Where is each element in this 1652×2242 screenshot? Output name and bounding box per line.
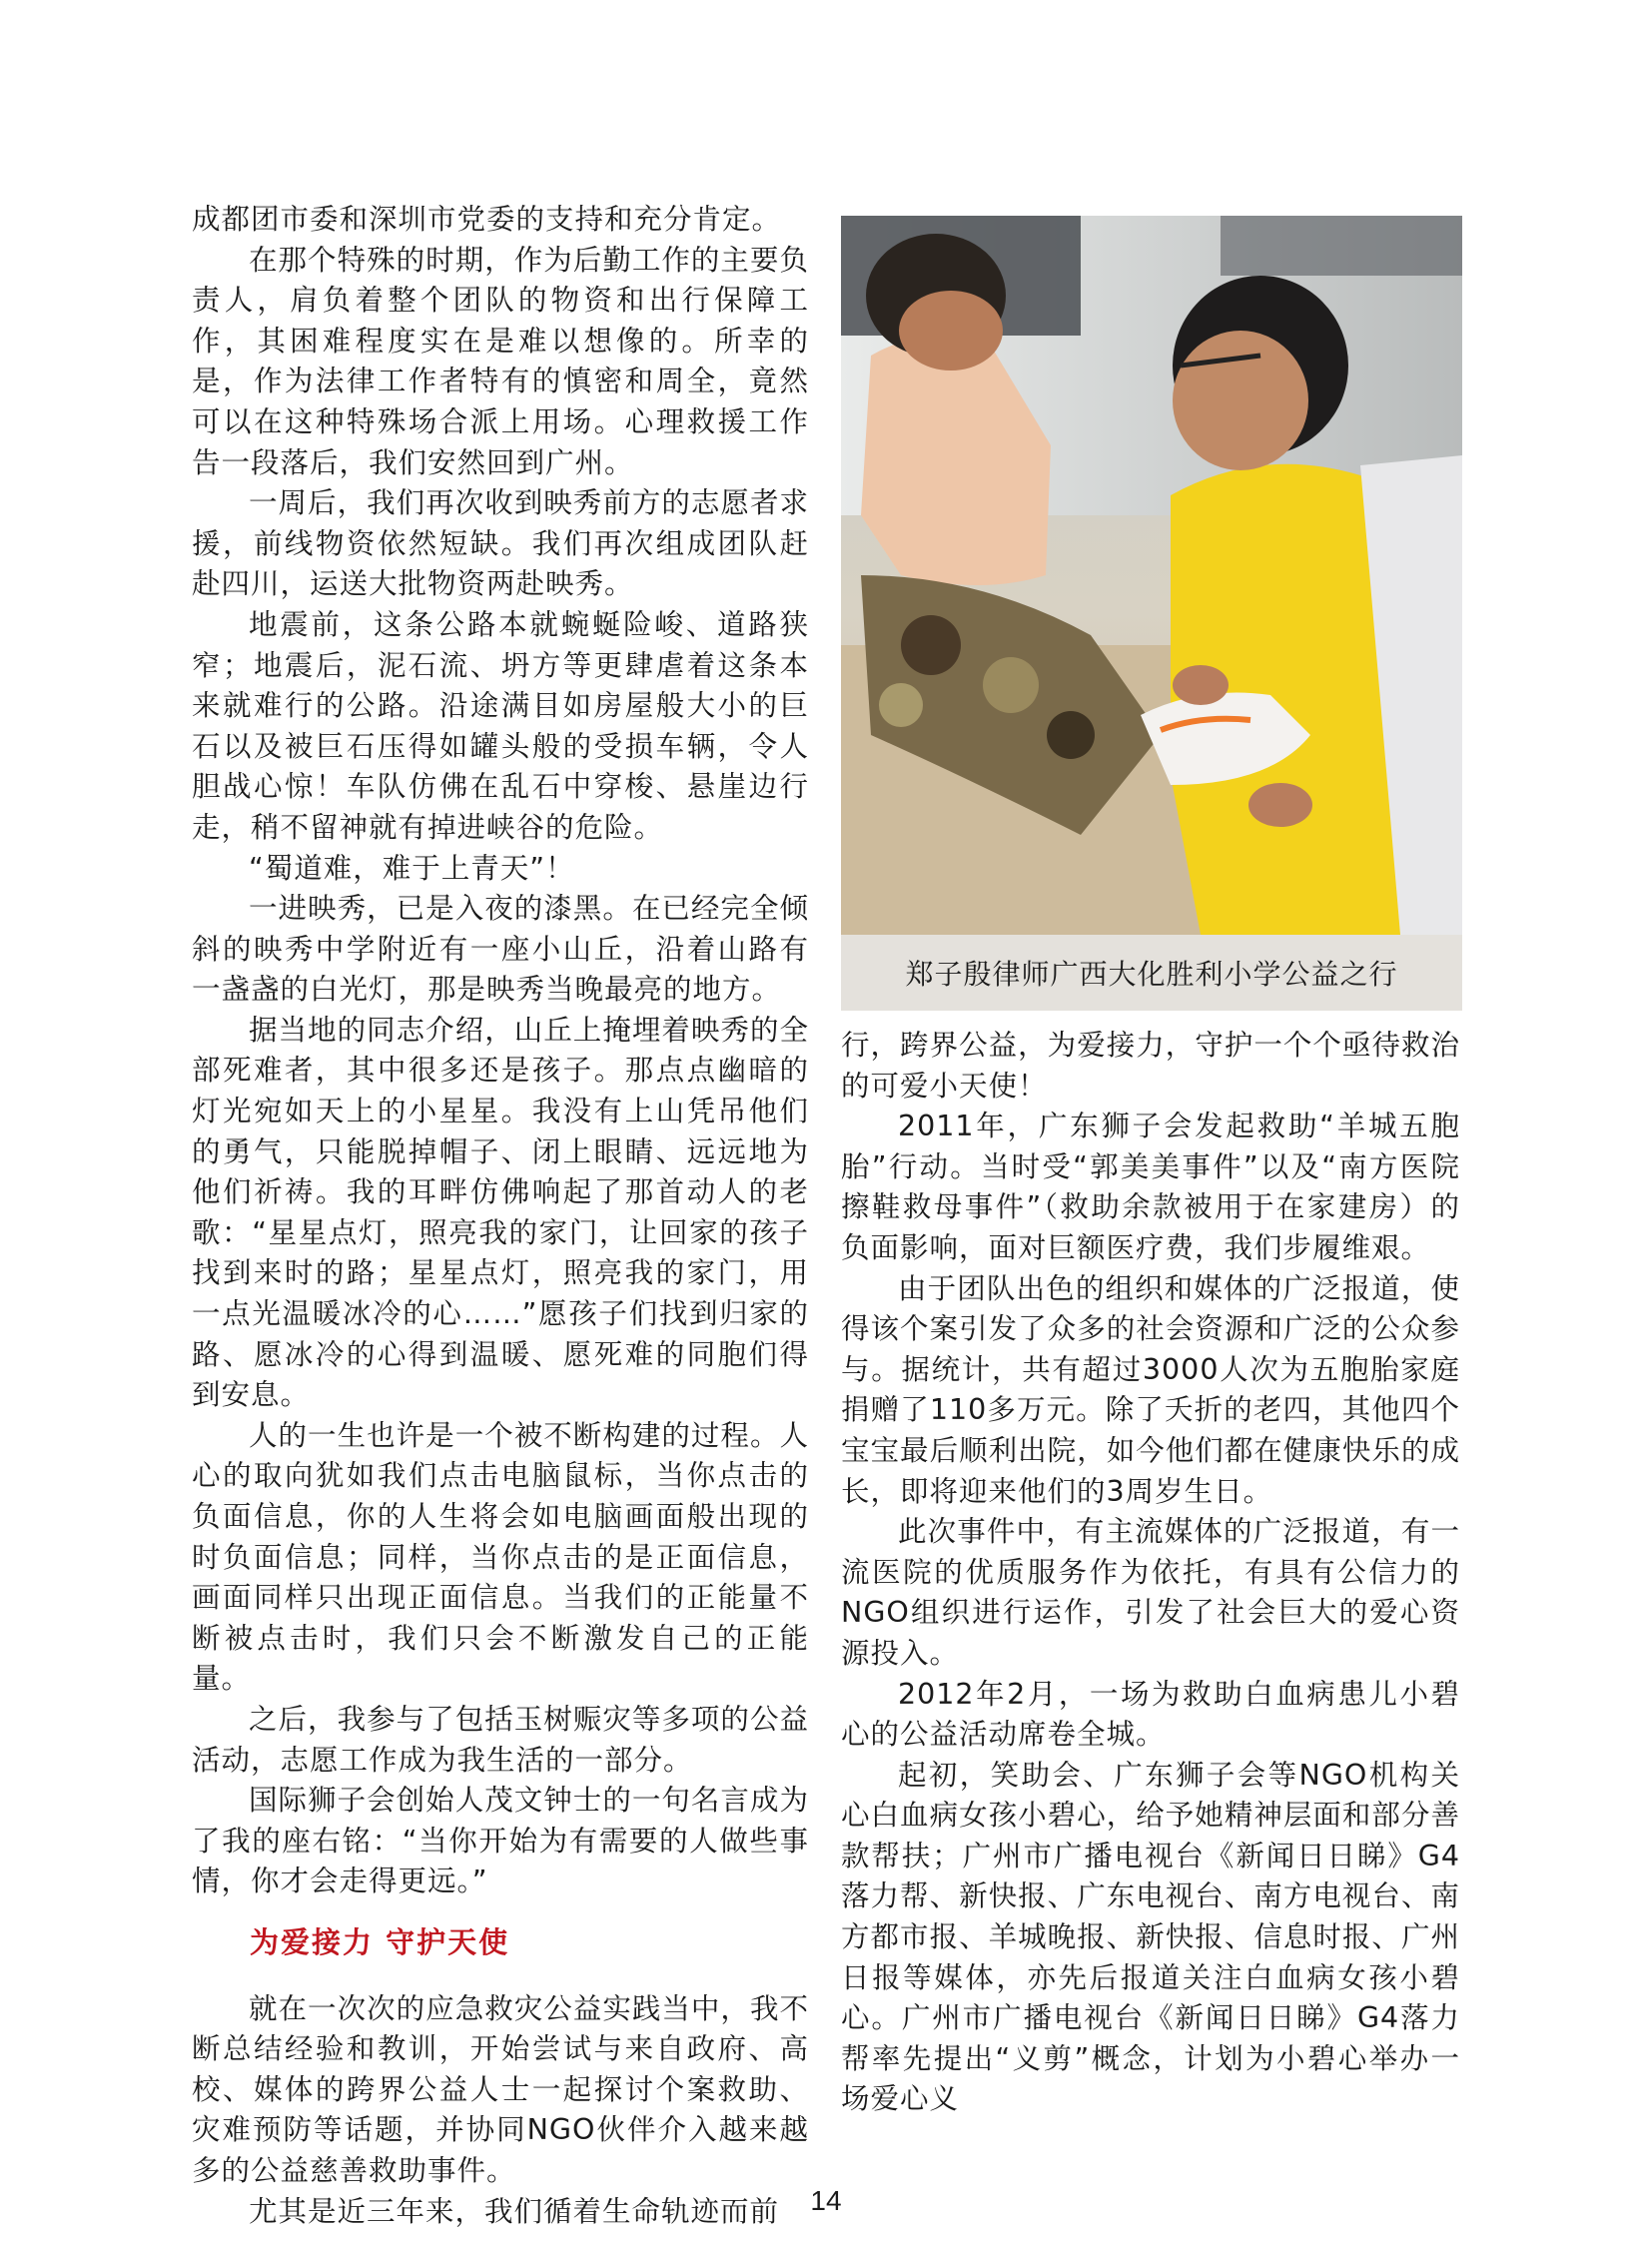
volunteer-photo	[841, 216, 1462, 935]
paragraph: 地震前，这条公路本就蜿蜒险峻、道路狭窄；地震后，泥石流、坍方等更肆虐着这条本来就难行的公路。沿途满目如房屋般大小的巨石以及被巨石压得如罐头般的受损车辆，令人胆战心惊！车队仿佛在乱石中穿梭、悬崖边行走，稍不留神就有掉进峡谷的危险。	[192, 607, 809, 844]
paragraph: 就在一次次的应急救灾公益实践当中，我不断总结经验和教训，开始尝试与来自政府、高校、媒体的跨界公益人士一起探讨个案救助、灾难预防等话题，并协同NGO伙伴介入越来越多的公益慈善救助事件。	[192, 1991, 809, 2187]
paragraph: 起初，笑助会、广东狮子会等NGO机构关心白血病女孩小碧心，给予她精神层面和部分善款帮扶；广州市广播电视台《新闻日日睇》G4落力帮、新快报、广东电视台、南方电视台、南方都市报、羊城晚报、新快报、信息时报、广州日报等媒体，亦先后报道关注白血病女孩小碧心。广州市广播电视台《新闻日日睇》G4落力帮率先提出“义剪”概念，计划为小碧心举办一场爱心义	[841, 1758, 1460, 2116]
right-paragraphs	[841, 1026, 1460, 2120]
right-text-column	[841, 1026, 1460, 2120]
paragraph: 之后，我参与了包括玉树赈灾等多项的公益活动，志愿工作成为我生活的一部分。	[192, 1702, 809, 1777]
page-number: 14	[810, 2185, 842, 2216]
paragraph: 尤其是近三年来，我们循着生命轨迹而前	[249, 2194, 780, 2228]
paragraph: 行，跨界公益，为爱接力，守护一个个亟待救治的可爱小天使！	[841, 1029, 1460, 1103]
paragraph: 在那个特殊的时期，作为后勤工作的主要负责人，肩负着整个团队的物资和出行保障工作，其困难程度实在是难以想像的。所幸的是，作为法律工作者特有的慎密和周全，竟然可以在这种特殊场合派上用场。心理救援工作告一段落后，我们安然回到广州。	[192, 243, 809, 479]
paragraph: 2011年，广东狮子会发起救助“羊城五胞胎”行动。当时受“郭美美事件”以及“南方医院擦鞋救母事件”（救助余款被用于在家建房）的负面影响，面对巨额医疗费，我们步履维艰。	[841, 1110, 1460, 1264]
paragraph: 一周后，我们再次收到映秀前方的志愿者求援，前线物资依然短缺。我们再次组成团队赶赴四川，运送大批物资两赴映秀。	[192, 486, 809, 601]
left-text-column	[192, 200, 809, 2232]
paragraph: 由于团队出色的组织和媒体的广泛报道，使得该个案引发了众多的社会资源和广泛的公众参与。据统计，共有超过3000人次为五胞胎家庭捐赠了110多万元。除了夭折的老四，其他四个宝宝最后顺利出院，如今他们都在健康快乐的成长，即将迎来他们的3周岁生日。	[841, 1271, 1460, 1508]
paragraph: “蜀道难，难于上青天”！	[249, 851, 575, 885]
paragraph: 2012年2月，一场为救助白血病患儿小碧心的公益活动席卷全城。	[841, 1677, 1460, 1752]
photo-with-caption	[841, 216, 1462, 1011]
paragraph: 人的一生也许是一个被不断构建的过程。人心的取向犹如我们点击电脑鼠标，当你点击的负面信息，你的人生将会如电脑画面般出现的时负面信息；同样，当你点击的是正面信息，画面同样只出现正面信息。当我们的正能量不断被点击时，我们只会不断激发自己的正能量。	[192, 1418, 809, 1696]
paragraph: 国际狮子会创始人茂文钟士的一句名言成为了我的座右铭：“当你开始为有需要的人做些事情，你才会走得更远。”	[192, 1784, 809, 1898]
photo-caption: 郑子殷律师广西大化胜利小学公益之行	[841, 935, 1462, 1011]
left-paragraphs	[192, 200, 809, 1902]
paragraph: 据当地的同志介绍，山丘上掩埋着映秀的全部死难者，其中很多还是孩子。那点点幽暗的灯光宛如天上的小星星。我没有上山凭吊他们的勇气，只能脱掉帽子、闭上眼睛、远远地为他们祈祷。我的耳畔仿佛响起了那首动人的老歌：“星星点灯，照亮我的家门，让回家的孩子找到来时的路；星星点灯，照亮我的家门，用一点光温暖冰冷的心……”愿孩子们找到归家的路、愿冰冷的心得到温暖、愿死难的同胞们得到安息。	[192, 1013, 809, 1412]
paragraph: 成都团市委和深圳市党委的支持和充分肯定。	[192, 203, 782, 236]
section-heading: 为爱接力 守护天使	[250, 1924, 510, 1959]
paragraph: 一进映秀，已是入夜的漆黑。在已经完全倾斜的映秀中学附近有一座小山丘，沿着山路有一盏盏的白光灯，那是映秀当晚最亮的地方。	[192, 892, 809, 1007]
paragraph: 此次事件中，有主流媒体的广泛报道，有一流医院的优质服务作为依托，有具有公信力的NGO组织进行运作，引发了社会巨大的爱心资源投入。	[841, 1515, 1460, 1670]
